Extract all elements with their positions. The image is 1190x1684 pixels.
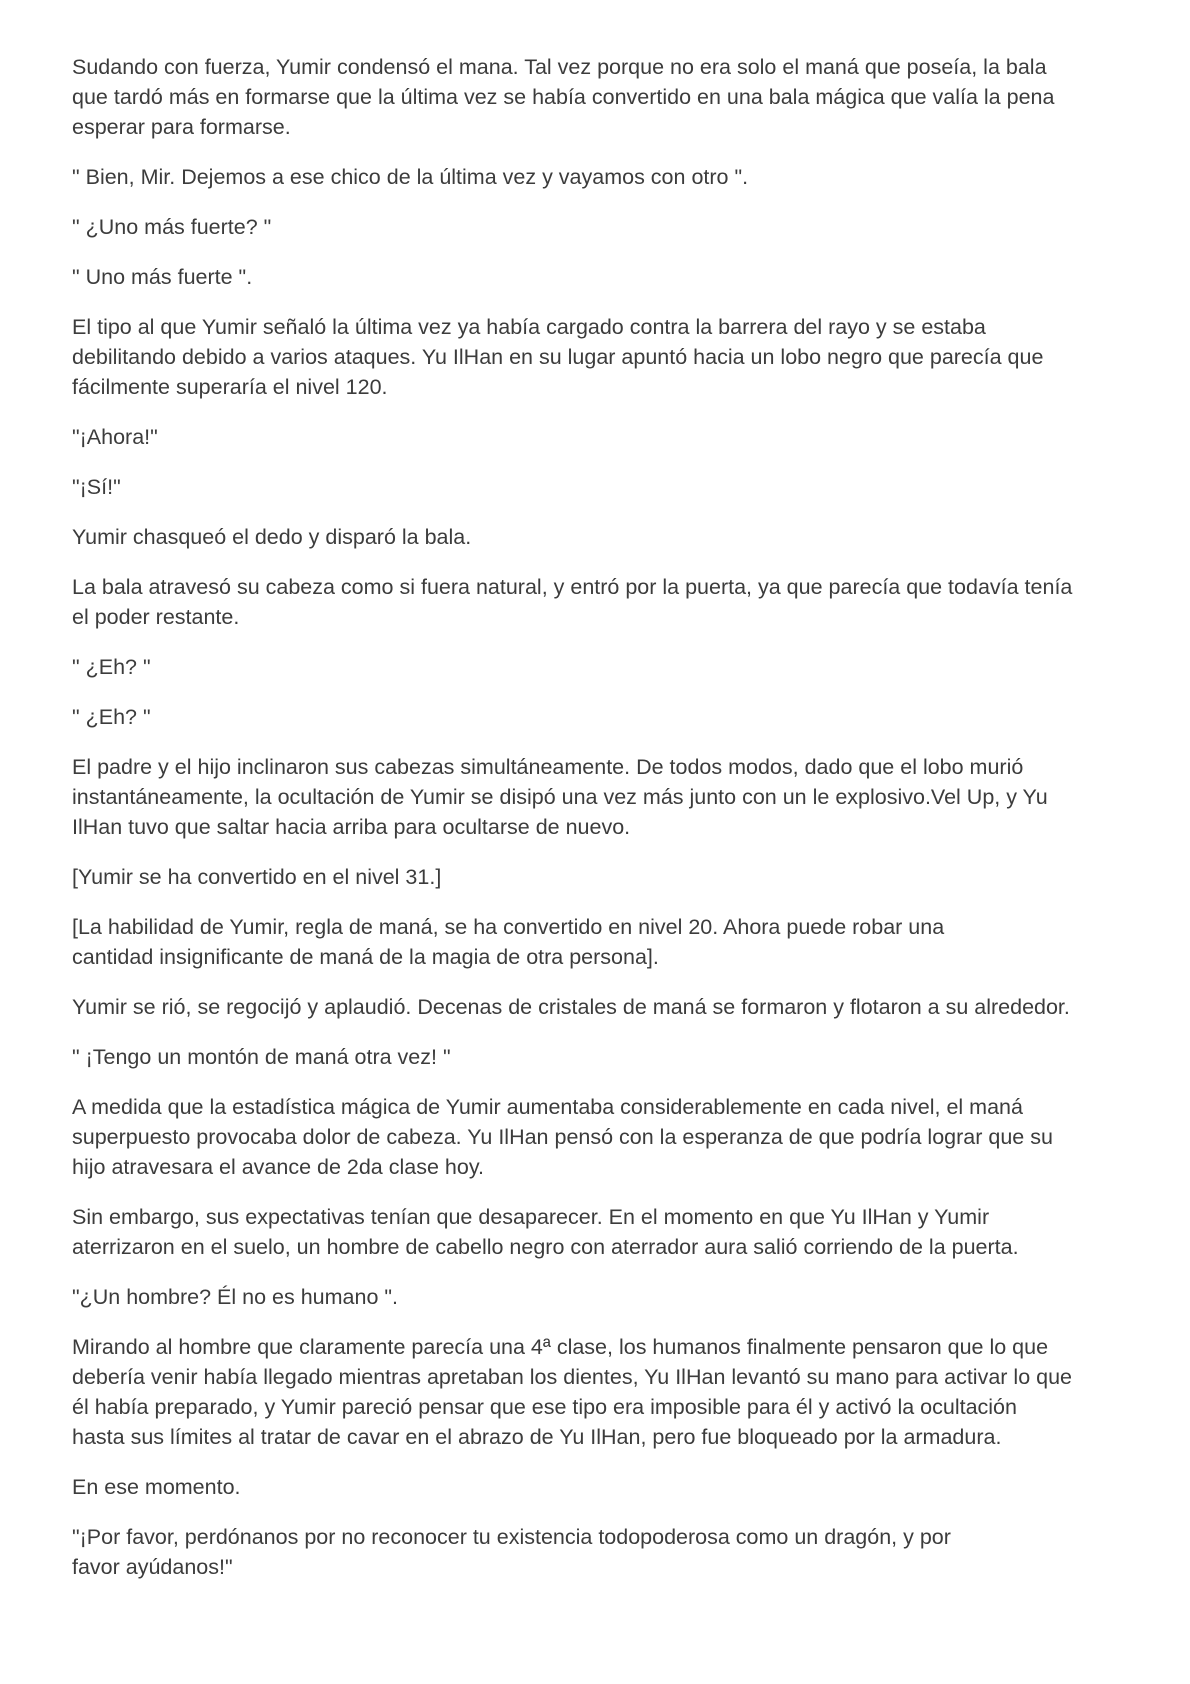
paragraph: " ¡Tengo un montón de maná otra vez! " (72, 1045, 451, 1069)
paragraph: Sin embargo, sus expectativas tenían que desaparecer. En el momento en que Yu IlHan y Yumir aterrizaron en el suelo, un hombre de cabello negro con aterrador aura salió corriendo de la puerta. (72, 1205, 1019, 1259)
paragraph: Mirando al hombre que claramente parecía una 4ª clase, los humanos finalmente pensaron que lo que debería venir había llegado mientras apretaban los dientes, Yu IlHan levantó su mano para activar lo que él había preparado, y Yumir pareció pensar que ese tipo era imposible para él y activó la ocultación hasta sus límites al tratar de cavar en el abrazo de Yu IlHan, pero fue bloqueado por la armadura. (72, 1335, 1072, 1449)
document-page (72, 52, 1122, 1602)
paragraph: "¡Por favor, perdónanos por no reconocer tu existencia todopoderosa como un dragón, y por favor ayúdanos!" (72, 1525, 951, 1579)
paragraph: " ¿Eh? " (72, 705, 151, 729)
paragraph: " Bien, Mir. Dejemos a ese chico de la última vez y vayamos con otro ". (72, 165, 749, 189)
paragraph: [Yumir se ha convertido en el nivel 31.] (72, 865, 442, 889)
paragraph: "¡Ahora!" (72, 425, 158, 449)
paragraph: " ¿Eh? " (72, 655, 151, 679)
paragraph: Yumir se rió, se regocijó y aplaudió. Decenas de cristales de maná se formaron y flotaron a su alrededor. (72, 995, 1070, 1019)
paragraph: " ¿Uno más fuerte? " (72, 215, 272, 239)
paragraph: En ese momento. (72, 1475, 241, 1499)
paragraph: El tipo al que Yumir señaló la última vez ya había cargado contra la barrera del rayo y se estaba debilitando debido a varios ataques. Yu IlHan en su lugar apuntó hacia un lobo negro que parecía que fácilmente superaría el nivel 120. (72, 315, 1044, 399)
paragraph: Yumir chasqueó el dedo y disparó la bala. (72, 525, 472, 549)
paragraph: "¿Un hombre? Él no es humano ". (72, 1285, 398, 1309)
paragraph: "¡Sí!" (72, 475, 121, 499)
paragraph: La bala atravesó su cabeza como si fuera natural, y entró por la puerta, ya que parecía que todavía tenía el poder restante. (72, 575, 1073, 629)
paragraph: Sudando con fuerza, Yumir condensó el mana. Tal vez porque no era solo el maná que poseía, la bala que tardó más en formarse que la última vez se había convertido en una bala mágica que valía la pena esperar para formarse. (72, 55, 1055, 139)
paragraph: A medida que la estadística mágica de Yumir aumentaba considerablemente en cada nivel, el maná superpuesto provocaba dolor de cabeza. Yu IlHan pensó con la esperanza de que podría lograr que su hijo atravesara el avance de 2da clase hoy. (72, 1095, 1053, 1179)
paragraph: El padre y el hijo inclinaron sus cabezas simultáneamente. De todos modos, dado que el lobo murió instantáneamente, la ocultación de Yumir se disipó una vez más junto con un le explosivo.Vel Up, y Yu IlHan tuvo que saltar hacia arriba para ocultarse de nuevo. (72, 755, 1048, 839)
paragraph: " Uno más fuerte ". (72, 265, 253, 289)
paragraph: [La habilidad de Yumir, regla de maná, se ha convertido en nivel 20. Ahora puede robar una cantidad insignificante de maná de la magia de otra persona]. (72, 915, 945, 969)
